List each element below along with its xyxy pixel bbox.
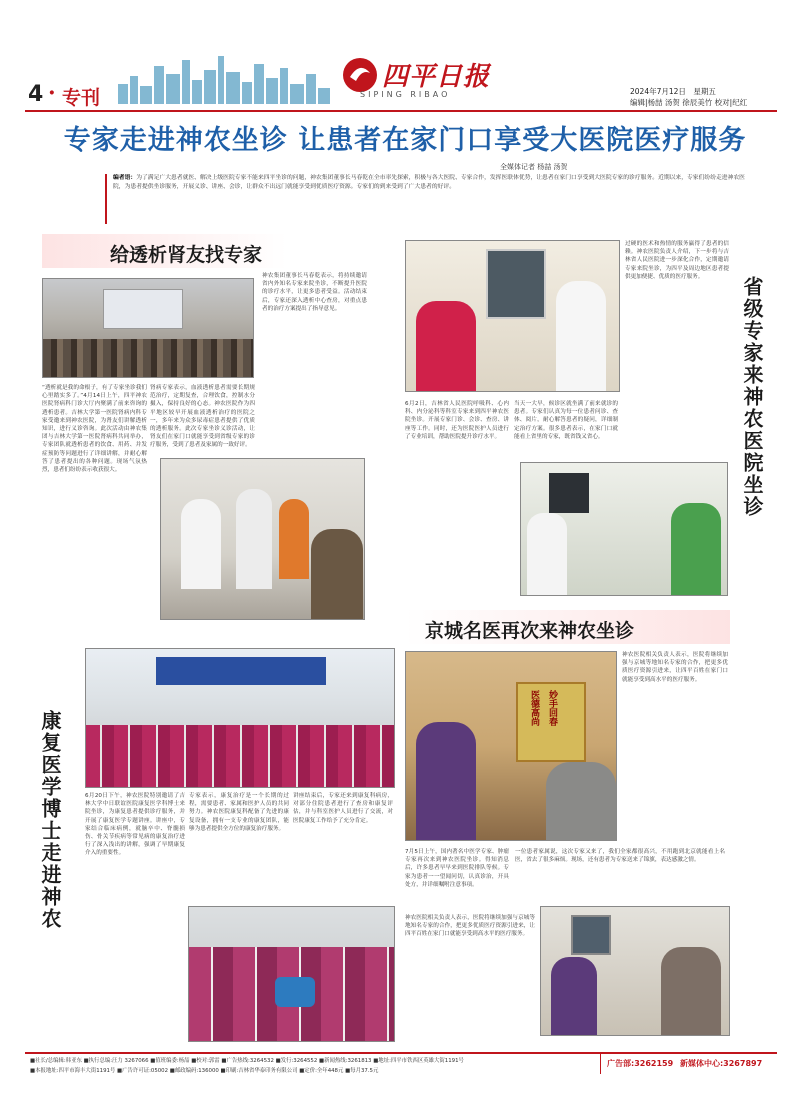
photo-outpatient-exam bbox=[520, 462, 728, 596]
banner-text-2: 医德高尚 bbox=[529, 690, 539, 726]
footer-phone-box bbox=[600, 1054, 776, 1074]
article1-col3: 神农集团董事长马春乾表示，将持续邀请省内外知名专家来院坐诊，不断提升医院的诊疗水平，让更多患者受益。活动结束后，专家还深入透析中心查房，对重点患者的治疗方案提出了指导意见。 bbox=[262, 273, 367, 312]
editor-note bbox=[105, 174, 745, 224]
ad-phone-label: 广告部: bbox=[607, 1059, 635, 1068]
main-headline: 专家走进神农坐诊 让患者在家门口享受大医院医疗服务 bbox=[63, 125, 747, 156]
issue-date: 2024年7月12日 星期五 bbox=[630, 87, 716, 96]
editor-note-text: 为了满足广大患者就医、解决上级医院专家不能来四平坐诊的问题，神农集团董事长马春乾在全市率先探索，积极与各大医院、专家合作，发挥医联体优势，让患者在家门口享受到大医院专家的诊疗服务。近期以来，专家们纷纷走进神农医院，为患者提供坐诊服务，开展义诊、讲座、会诊，让群众不出远门就能享受到优质医疗资源。专家们的到来受到了广大患者的好评。 bbox=[113, 175, 745, 190]
article2-col2: 当天一大早，候诊区就坐满了前来就诊的患者。专家们认真为每一位患者问诊、查体、阅片，耐心解答患者的疑问，详细制定治疗方案。很多患者表示，在家门口就能看上省里的专家，既省钱又省心。 bbox=[514, 401, 618, 440]
article1-title: 给透析肾友找专家 bbox=[110, 244, 263, 266]
article3-col3: 讲座结束后，专家还来到康复科病房，对部分住院患者进行了查房和康复评估，并与科室医护人员进行了交流，对医院康复工作给予了充分肯定。 bbox=[293, 793, 393, 824]
footer-info-line1: ■社长/总编辑:韩亚东 ■执行总编:汪力 3267066 ■值班编委:杨喆 ■校对:郭雷 ■广告热线:3264532 ■发行:3264552 ■新闻热线:3261813 ■地址:四平市铁西区英雄大街1191号 bbox=[30, 1058, 464, 1064]
article1-col2: 肾病专家表示，血液透析患者需要长期规范治疗，定期复查，合理饮食，控制水分摄入，保持良好的心态。神农医院作为四平地区较早开展血液透析治疗的医院之一，多年来为众多尿毒症患者提供了优质的透析服务。此次专家坐诊义诊活动，让肾友们在家门口就能享受到省级专家的诊疗服务，受到了患者及家属的一致好评。 bbox=[150, 385, 255, 449]
article2-col0: 过硬的医术和热情的服务赢得了患者的信赖。神农医院负责人介绍，下一步将与吉林省人民医院进一步深化合作，定期邀请专家来院坐诊，为四平及周边地区患者提供更加便捷、优质的医疗服务。 bbox=[625, 241, 729, 280]
photo-rehab-lecture bbox=[85, 648, 395, 788]
article4-col3: 神农医院相关负责人表示，医院将继续加强与京城等地知名专家的合作，把更多优质医疗资源引进来，让四平百姓在家门口就能享受到高水平的医疗服务。 bbox=[622, 652, 728, 683]
section-label: 专刊 bbox=[62, 87, 101, 109]
article4-col4: 神农医院相关负责人表示，医院将继续加强与京城等地知名专家的合作，把更多优质医疗资源引进来，让四平百姓在家门口就能享受到高水平的医疗服务。 bbox=[405, 915, 535, 938]
ad-phone: 3262159 bbox=[634, 1059, 674, 1068]
article3-col1: 6月20日下午，神农医院特别邀请了吉林大学中日联谊医院康复医学科博士来院坐诊，为康复患者提供诊疗服务，并开展了康复医学专题讲座。讲座中，专家结合临床病例，就脑卒中、脊髓损伤、骨关节疾病等常见病的康复治疗进行了深入浅出的讲解，强调了早期康复介入的重要性。 bbox=[85, 793, 185, 857]
paper-name: 四平日报 bbox=[382, 62, 491, 92]
photo-doctor-consultation bbox=[160, 458, 365, 620]
page-dot: · bbox=[48, 80, 56, 106]
editor-note-label: 编者语： bbox=[113, 175, 137, 181]
article4-col2: 一位患者家属说，这次专家又来了，我们全家都很高兴，不用跑到北京就能看上名医，省去了很多麻烦。现场，还有患者为专家送来了锦旗，表达感激之情。 bbox=[515, 849, 725, 864]
media-phone-label: 新媒体中心: bbox=[679, 1059, 724, 1068]
paper-logo-emblem bbox=[340, 55, 380, 95]
page-number: 4 bbox=[28, 82, 44, 107]
article2-title: 省级专家来神农医院坐诊 bbox=[740, 276, 764, 518]
photo-lecture-hall bbox=[42, 278, 254, 378]
article4-title: 京城名医再次来神农坐诊 bbox=[425, 620, 635, 642]
photo-rehab-demo bbox=[188, 906, 395, 1042]
city-skyline-graphic bbox=[118, 54, 330, 104]
photo-patient-visit bbox=[540, 906, 730, 1036]
article3-col2: 专家表示，康复治疗是一个长期的过程，需要患者、家属和医护人员的共同努力。神农医院康复科配备了先进的康复设备，拥有一支专业的康复团队，能够为患者提供全方位的康复治疗服务。 bbox=[189, 793, 289, 832]
article4-col1: 7月5日上午，国内著名中医学专家、肿瘤专家再次来到神农医院坐诊。得知消息后，许多患者早早来到医院排队等候。专家为患者一一望闻问切，认真诊治，开具处方，并详细嘱咐注意事项。 bbox=[405, 849, 509, 888]
photo-xray-review bbox=[405, 240, 620, 392]
article3-title: 康复医学博士走进神农 bbox=[38, 710, 62, 930]
banner-text-1: 妙手回春 bbox=[547, 690, 557, 726]
footer-info-line2: ■本报地址:四平市海丰大街1191号 ■广告许可证:05002 ■邮政编码:136000 ■印刷:吉林省华泰印务有限公司 ■定价:全年448元 ■每月37.5元 bbox=[30, 1068, 379, 1074]
paper-pinyin: SIPING RIBAO bbox=[360, 90, 451, 99]
photo-pulse-diagnosis bbox=[405, 651, 617, 841]
editor-credits: 编辑|杨喆 汤贺 徐辰美竹 校对|纪红 bbox=[630, 98, 748, 107]
article1-col1: “透析就是我的命根子，有了专家坐诊我们心里踏实多了。”4月14日上午，四平神农医院肾病科门诊大厅内聚满了前来咨询的透析患者。吉林大学第一医院肾病内科专家受邀来到神农医院，为肾友们讲解透析知识，进行义诊咨询。此次活动由神农集团与吉林大学第一医院肾病科共同举办，专家团队就透析患者的饮食、用药、并发症预防等问题进行了详细讲解，并耐心解答了患者提出的各种问题。现场气氛热烈，患者们纷纷表示收获很大。 bbox=[42, 385, 147, 474]
article2-col1: 6月2日，吉林省人民医院呼吸科、心内科、内分泌科等科室专家来到四平神农医院坐诊。开展专家门诊、会诊、查房、讲座等工作。同时，还为医院医护人员进行了专业培训，帮助医院提升诊疗水平。 bbox=[405, 401, 509, 440]
byline: 全媒体记者 杨喆 汤贺 bbox=[500, 163, 568, 171]
media-phone: 3267897 bbox=[723, 1059, 763, 1068]
header-rule bbox=[25, 110, 777, 112]
